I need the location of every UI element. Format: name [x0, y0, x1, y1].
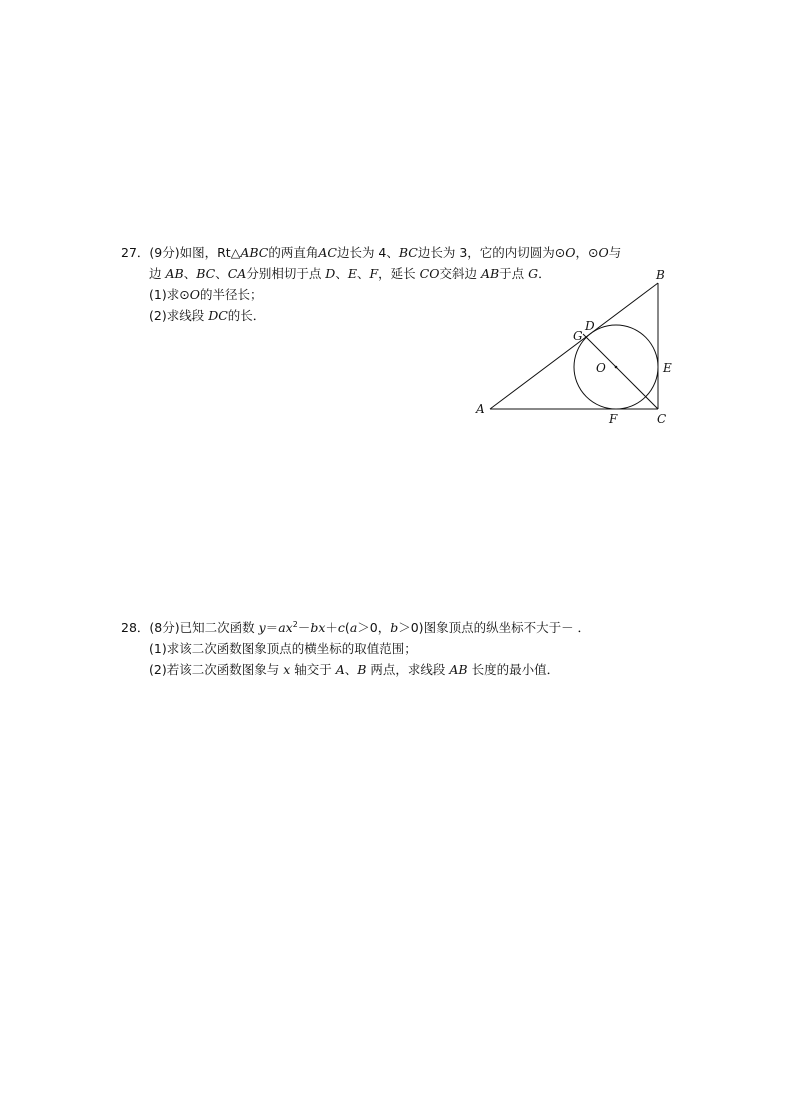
q27-var: AB [165, 266, 184, 281]
q27-var: CO [419, 266, 440, 281]
q27-text: 的两直角 [268, 245, 319, 260]
q27-text: 、 [356, 266, 370, 281]
q28-score: (8分) [149, 620, 180, 635]
q27-text: 边长为 4、 [336, 245, 399, 260]
q27-number: 27． [121, 245, 150, 260]
q28-text: ( [344, 620, 350, 635]
q27-text: 边长为 3，它的内切圆为⊙ [417, 245, 566, 260]
q28-text: ＋ [325, 620, 338, 635]
q28-var: x [283, 662, 291, 677]
q27-var: AB [480, 266, 500, 281]
q28-var: A [335, 662, 345, 677]
q27-var: AC [318, 245, 337, 260]
q27-var: O [565, 245, 576, 260]
q27-text: 的半径长； [199, 287, 263, 302]
q28-var: x [318, 620, 326, 635]
label-f: F [609, 412, 618, 426]
q27-var: E [347, 266, 357, 281]
q28-text: (2)若该二次函数图象与 [149, 662, 284, 677]
q27-text: 分别相切于点 [246, 266, 326, 281]
q28-part2 [149, 662, 559, 678]
q28-text: 两点，求线段 [366, 662, 450, 677]
q28-var: a [349, 620, 358, 635]
q28-number: 28． [121, 620, 150, 635]
q27-text: 如图，Rt△ [179, 245, 241, 260]
q28-text: ＞0， [357, 620, 391, 635]
q27-text: 边 [149, 266, 166, 281]
q28-text: 、 [344, 662, 358, 677]
q27-text: 于点 [499, 266, 529, 281]
q28-text: (1)求该二次函数图象顶点的横坐标的取值范围； [149, 641, 417, 656]
q28-text: 长度的最小值． [467, 662, 560, 677]
q28-part1 [149, 641, 417, 657]
label-a: A [476, 402, 485, 416]
q27-var: G [528, 266, 539, 281]
label-o: O [596, 361, 606, 375]
segment-cg [583, 334, 658, 409]
q27-text: 交斜边 [439, 266, 481, 281]
label-c: C [657, 412, 667, 426]
q28-text: － [297, 620, 311, 635]
q28-var: y [258, 620, 266, 635]
q27-text: 、 [183, 266, 197, 281]
q28-text: 已知二次函数 [179, 620, 259, 635]
label-g: G [573, 329, 583, 343]
q28-var: b [390, 620, 399, 635]
q27-var: ABC [240, 245, 269, 260]
q28-line1 [121, 620, 590, 636]
q27-var: O [189, 287, 200, 302]
q28-text: 图象顶点的纵坐标不大于－ ． [423, 620, 591, 635]
side-ab [490, 283, 658, 409]
label-d: D [585, 319, 595, 333]
geometry-figure [470, 262, 680, 432]
q27-part2 [149, 308, 265, 324]
q27-text: ． [538, 266, 551, 281]
q27-part1 [149, 287, 262, 303]
q27-var: BC [398, 245, 418, 260]
q27-text: 的长． [227, 308, 266, 323]
center-point [615, 366, 618, 369]
q28-var: a [278, 620, 286, 635]
q27-text: 、 [215, 266, 228, 281]
q27-text: (2)求线段 [149, 308, 209, 323]
q27-var: DC [208, 308, 228, 323]
q27-var: D [325, 266, 336, 281]
q27-text: ，延长 [378, 266, 420, 281]
q27-line1 [121, 245, 621, 261]
q28-var: b [310, 620, 319, 635]
q27-text: 、 [335, 266, 348, 281]
q27-text: 与 [608, 245, 622, 260]
q27-var: F [369, 266, 379, 281]
q28-var: x [285, 620, 293, 635]
q27-score: (9分) [149, 245, 180, 260]
q28-var: B [357, 662, 367, 677]
q27-text: ，⊙ [575, 245, 599, 260]
q28-text: ＞0) [398, 620, 424, 635]
q28-text: ＝ [265, 620, 279, 635]
q28-text: 轴交于 [290, 662, 336, 677]
q27-var: BC [196, 266, 216, 281]
q27-var: CA [227, 266, 247, 281]
label-e: E [663, 361, 672, 375]
q27-var: O [598, 245, 609, 260]
label-b: B [656, 268, 665, 282]
q28-var: AB [449, 662, 468, 677]
q28-exponent: 2 [292, 619, 298, 629]
q28-var: c [337, 620, 345, 635]
q27-text: (1)求⊙ [149, 287, 190, 302]
